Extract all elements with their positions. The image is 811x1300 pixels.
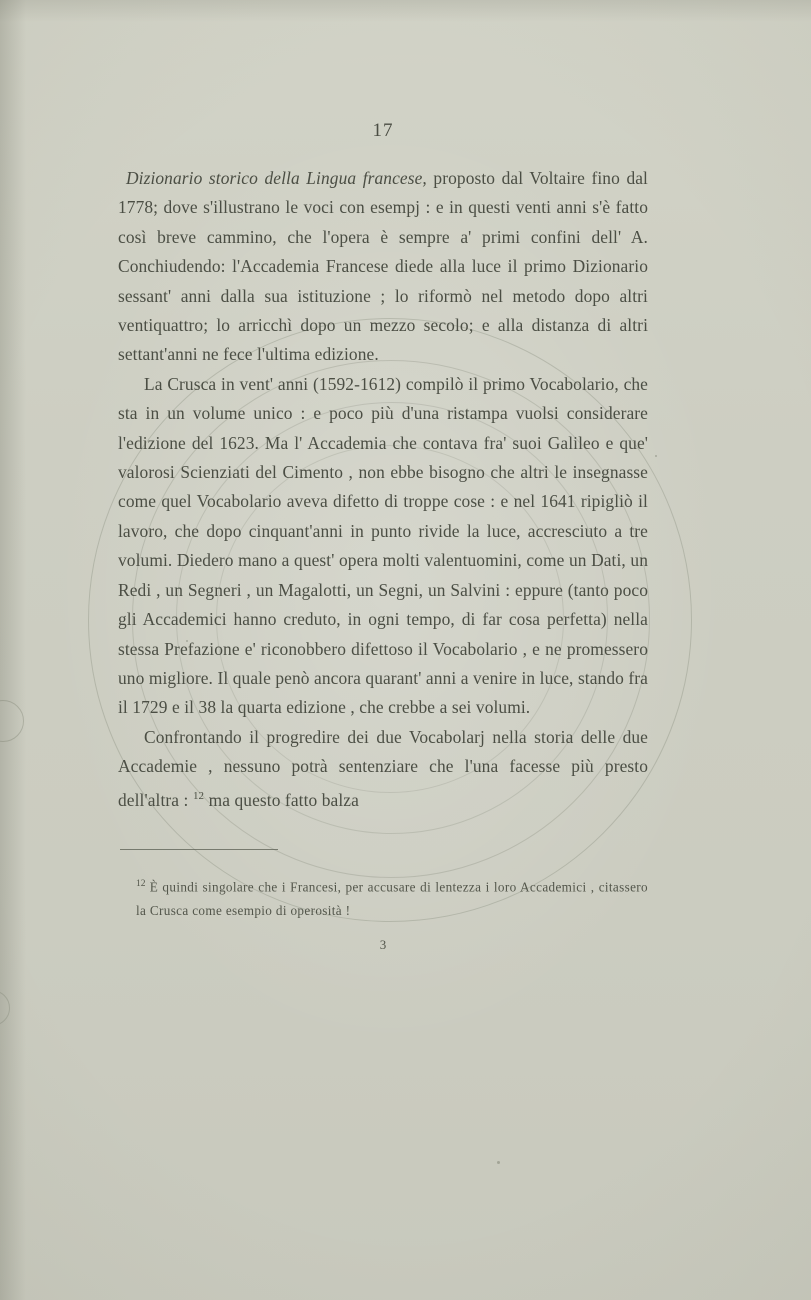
paragraph-3 xyxy=(118,723,648,815)
footnote-reference[interactable]: 12 xyxy=(192,789,205,802)
paragraph-2: La Crusca in vent' anni (1592-1612) compilò il primo Vocabolario, che sta in un volume unico : e poco più d'una ristampa vuolsi considerare l'edizione del 1623. Ma l' Accademia che contava fra' suoi Galileo e que' valorosi Scienziati del Cimento , non ebbe bisogno che altri le insegnasse come quel Vocabolario aveva difetto di troppe cose : e nel 1641 ripigliò il lavoro, che dopo cinquant'anni in punto rivide la luce, accresciuto a tre volumi. Diedero mano a quest' opera molti valentuomini, come un Dati, un Redi , un Segneri , un Magalotti, un Segni, un Salvini : eppure (tanto poco gli Accademici hanno creduto, in ogni tempo, di far cosa perfetta) nella stessa Prefazione e' riconobbero difettoso il Vocabolario , e ne promessero uno migliore. Il quale penò ancora quarant' anni a venire in luce, stando fra il 1729 e il 38 la quarta edizione , che crebbe a sei volumi. xyxy=(118,373,648,718)
body-text xyxy=(118,164,648,815)
paragraph-1 xyxy=(118,164,648,370)
signature-mark: 3 xyxy=(379,937,387,953)
edge-blot-lower xyxy=(0,990,10,1026)
paper-speck xyxy=(497,1161,500,1164)
paragraph-3-text-after: ma questo fatto balza xyxy=(204,789,359,810)
page-content xyxy=(118,120,648,953)
footnote-separator-rule xyxy=(120,849,278,850)
paper-speck xyxy=(655,455,657,457)
work-title: Dizionario storico della Lingua francese, xyxy=(126,168,427,188)
page-number: 17 xyxy=(372,120,394,141)
paragraph-1-text: proposto dal Voltaire fino dal 1778; dove s'illustrano le voci con esempj : e in questi venti anni s'è fatto così breve cammino, che l'opera è sempre a' primi confini dell' A. Conchiudendo: l'Accademia Francese diede alla luce il primo Dizionario sessant' anni dalla sua istituzione ; lo riformò nel metodo dopo altri ventiquattro; lo arricchì dopo un mezzo secolo; e alla distanza di altri settant'anni ne fece l'ultima edizione. xyxy=(118,168,648,365)
edge-blot-upper xyxy=(0,700,24,742)
footnote-marker: 12 xyxy=(136,878,146,889)
footnote-text: È quindi singolare che i Francesi, per accusare di lentezza i loro Accademici , citassero la Crusca come esempio di operosità ! xyxy=(136,879,648,919)
page-edge-shadow-top xyxy=(0,0,811,22)
page-edge-shadow-left xyxy=(0,0,26,1300)
footnote xyxy=(118,872,648,923)
paragraph-3-text: Confrontando il progredire dei due Vocabolarj nella storia delle due Accademie , nessuno potrà sentenziare che l'una facesse più presto dell'altra : xyxy=(118,726,648,810)
